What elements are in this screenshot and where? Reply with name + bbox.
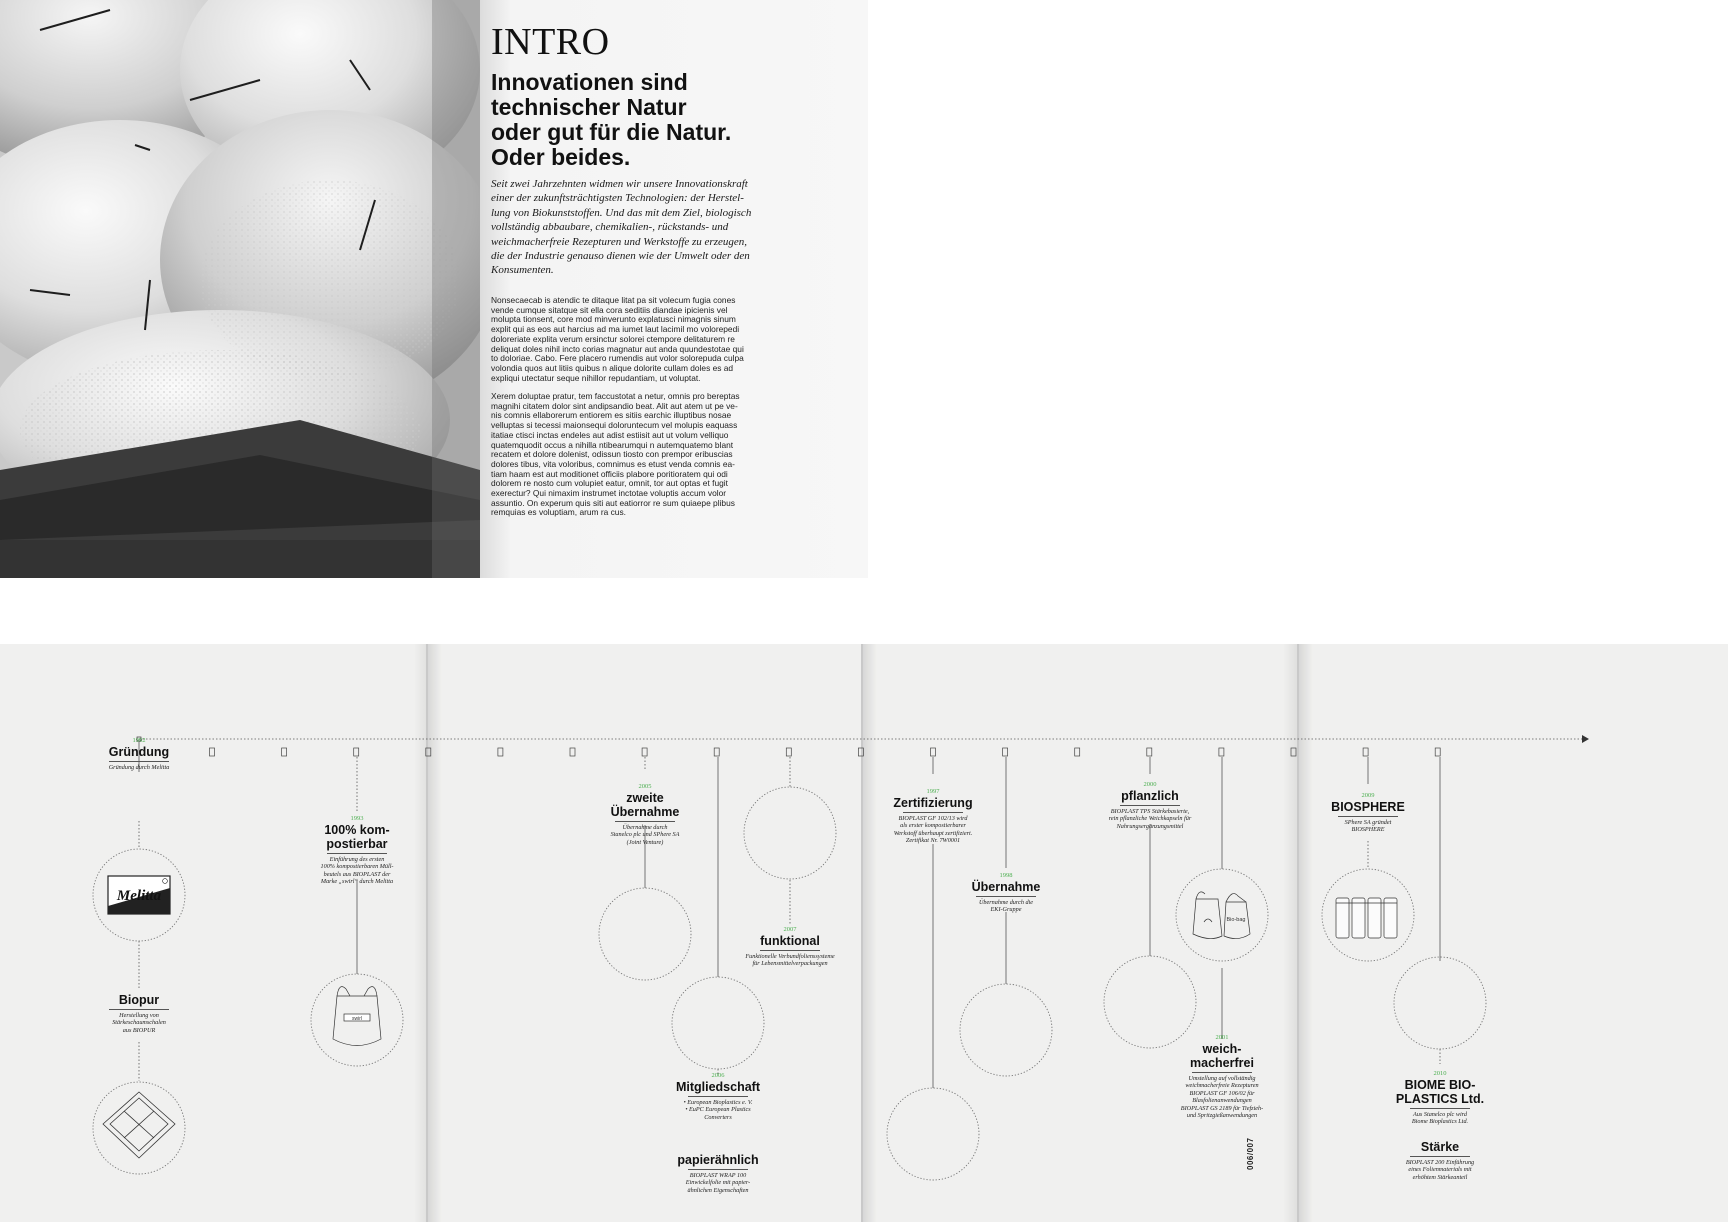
lead-line: Konsumenten. — [491, 264, 554, 277]
description-line: eines Folienmaterials mit — [1408, 1166, 1472, 1174]
entry-uebernahme — [946, 871, 1066, 914]
plastic-bags-photo — [0, 0, 480, 578]
entry-divider — [615, 821, 675, 822]
entry-papieraehnlich — [658, 1153, 778, 1194]
description-line: Aus Stanelco plc wird — [1413, 1111, 1467, 1118]
entry-label: Mitgliedschaft — [675, 1080, 761, 1094]
entry-year: 2010 — [1433, 1070, 1447, 1077]
timeline-tick — [1291, 748, 1296, 756]
intro-body-paragraph-2 — [491, 392, 791, 518]
description-line: Einwickelfolie mit papier- — [685, 1179, 751, 1187]
entry-divider — [1192, 1072, 1252, 1073]
lead-line: vollständig abbaubare, chemikalien-, rückstands- und — [491, 221, 729, 234]
timeline-ticks — [210, 748, 1441, 756]
entry-zweite-uebernahme — [585, 782, 705, 846]
entry-gruendung — [89, 736, 189, 771]
entry-label: Zertifizierung — [893, 796, 973, 810]
entry-divider — [688, 1096, 748, 1097]
empty-circle — [1394, 957, 1486, 1049]
body-line: to doloriae. Cabo. Fere placero rumendis aut volor solorepuda culpa — [491, 353, 744, 364]
body-line: quatemquodit occus a nihilla ntibearumqui n autemquatemo blant — [491, 439, 734, 450]
description-line: BIOPLAST GF 102/13 wird — [898, 815, 968, 822]
label-line: zweite — [626, 791, 664, 805]
timeline-tick — [714, 748, 719, 756]
description-line: und Spritzgießanwendungen — [1186, 1112, 1258, 1120]
entry-label — [1162, 1042, 1282, 1070]
body-line: expliqui utectatur seque nihillor repudantiam, ut voluptat. — [491, 372, 701, 383]
entry-label: Stärke — [1420, 1140, 1460, 1154]
description-line: Werkstoff überhaupt zertifiziert. — [893, 829, 973, 837]
entry-description — [1380, 1159, 1500, 1181]
entry-label: Gründung — [108, 745, 170, 759]
timeline-tick — [210, 748, 215, 756]
bio-bag-circle — [1176, 869, 1268, 961]
description-line: Funktionelle Verbundfolienssysteme — [745, 953, 835, 960]
entry-description — [946, 899, 1066, 914]
body-line: dolores tibus, vita voloribus, comnimus es etust venda comnis ea- — [491, 458, 735, 469]
description-line: Einführung des ersten — [329, 856, 385, 863]
description-line: Umstellung auf vollständig — [1188, 1075, 1256, 1082]
timeline-tick — [498, 748, 503, 756]
lead-line: die der Industrie genauso dienen wie der Umwelt oder den — [491, 250, 750, 263]
bio-bag-icon — [1193, 892, 1250, 939]
timeline-tick — [1363, 748, 1368, 756]
entry-description — [1308, 819, 1428, 834]
body-line: explit qui as eos aut harcius ad ma iumet laut lacimil mo volorepedi — [491, 324, 740, 335]
intro-spread — [0, 0, 868, 578]
empty-circle — [960, 984, 1052, 1076]
timeline-spread — [0, 644, 1728, 1222]
timeline-tick — [1075, 748, 1080, 756]
body-line: remquias es voluptiam, arum ra cus. — [491, 507, 626, 518]
label-line: macherfrei — [1190, 1056, 1254, 1070]
entry-label: funktional — [760, 934, 820, 948]
entry-divider — [903, 812, 963, 813]
entry-description: Gründung durch Melitta — [108, 764, 170, 771]
description-line: BIOPLAST WRAP 100 — [689, 1172, 747, 1179]
body-line: molupta tionsent, core mod minverunto explatusci nimagnis sinum — [491, 314, 736, 325]
body-line: recatem et dolore dolenist, odissun tiosto con prempor eribuscias — [491, 449, 733, 460]
entry-mitgliedschaft — [658, 1071, 778, 1121]
entry-year: 2000 — [1143, 781, 1157, 788]
description-line: BIOPLAST GF 106/02 für — [1189, 1089, 1255, 1097]
entry-kompostierbar — [297, 814, 417, 886]
description-line: Stärkeschaumschalen — [112, 1019, 166, 1027]
entry-label — [585, 791, 705, 819]
timeline-tick — [426, 748, 431, 756]
description-line: SPhere SA gründet — [1344, 819, 1392, 826]
entry-label: BIOSPHERE — [1331, 800, 1405, 814]
entry-zertifizierung — [873, 787, 993, 845]
entry-year: 2005 — [638, 783, 652, 790]
bio-bag-text: Bio-bag — [1226, 917, 1246, 923]
description-line: Übernahme durch — [622, 824, 668, 831]
entry-divider — [109, 761, 169, 762]
entry-year: 1992 — [132, 737, 146, 744]
headline-line: Innovationen sind — [491, 69, 688, 95]
melitta-logo-icon — [108, 876, 170, 914]
body-line: deliquat doles nihil incto corias magnatur aut anda quundestotae qui — [491, 343, 744, 354]
entry-divider — [1120, 805, 1180, 806]
foam-tray-icon — [103, 1092, 175, 1158]
entry-divider — [327, 853, 387, 854]
lead-line: weichmacherfreie Rezepturen und Werkstoffe zu erzeugen, — [491, 235, 747, 248]
timeline-tick — [1219, 748, 1224, 756]
body-line: magnihi citatem dolor sint andipsandio beat. Alit aut atem ut pe ve- — [491, 400, 738, 411]
body-line: itatiae ctisci inctas endeles aut adist estiisit aut ut volum velliquo — [491, 429, 729, 440]
entry-description — [658, 1099, 778, 1121]
entry-divider — [976, 896, 1036, 897]
label-line: BIOME BIO- — [1404, 1078, 1476, 1092]
intro-lead-paragraph — [491, 177, 781, 278]
carrier-bag-icon — [333, 987, 381, 1046]
timeline-tick — [1435, 748, 1440, 756]
empty-circle — [672, 977, 764, 1069]
entry-divider — [1410, 1156, 1470, 1157]
body-line: vende cumque sitatque sit ella cora seditiis diandae ipicienis vel — [491, 304, 728, 315]
timeline-tick — [931, 748, 936, 756]
timeline-tick — [1147, 748, 1152, 756]
description-line: Übernahme durch die — [978, 899, 1034, 906]
entry-year: 1993 — [350, 815, 364, 822]
lead-line: Seit zwei Jahrzehnten widmen wir unsere Innovationskraft — [491, 178, 748, 190]
description-line: Blasfolienanwendungen — [1192, 1097, 1252, 1105]
timeline-graphic — [0, 644, 1728, 1222]
description-line: Converters — [704, 1113, 732, 1121]
intro-headline — [491, 70, 791, 170]
timeline-tick — [786, 748, 791, 756]
timeline-tick — [282, 748, 287, 756]
timeline-tick — [642, 748, 647, 756]
description-line: Zertifikat Nr. 7W0001 — [905, 837, 961, 845]
lead-line: einer der zukunftsträchtigsten Technologien: der Herstel- — [491, 192, 744, 205]
description-line: Biome Bioplastics Ltd. — [1411, 1118, 1469, 1126]
body-line: velluptas si tecessi maionsequi doloruntecum vel molupis eaquass — [491, 420, 738, 431]
entry-description — [1090, 808, 1210, 830]
description-line: EKI-Gruppe — [990, 906, 1022, 914]
entry-label: pflanzlich — [1121, 789, 1179, 803]
intro-title: INTRO — [491, 21, 610, 63]
entry-year: 2009 — [1361, 792, 1375, 799]
headline-line: technischer Natur — [491, 94, 687, 120]
empty-circle — [744, 787, 836, 879]
entry-staerke — [1380, 1140, 1500, 1181]
body-line: Xerem doluptae pratur, tem faccustotat a netur, omnis pro bereptas — [491, 391, 740, 401]
entry-description — [585, 824, 705, 846]
description-line: für Lebensmittelverpackungen — [752, 960, 828, 968]
body-line: dolorem re nosto cum volupiet eatur, omnit, tor aut optas et fugit — [491, 478, 728, 489]
description-line: als erster kompostierbarer — [900, 822, 966, 830]
body-line: tiam haam est aut moditionet officiis plabore poritioratem qui odi — [491, 468, 728, 479]
description-line: Stanelco plc und SPhere SA — [610, 831, 680, 839]
description-line: beutels aus BIOPLAST der — [323, 870, 391, 878]
entry-year: 2007 — [783, 926, 797, 933]
description-line: Herstellung von — [119, 1012, 159, 1019]
entry-description — [1162, 1075, 1282, 1119]
melitta-logo-text: Melitta — [116, 888, 162, 904]
entry-pflanzlich — [1090, 780, 1210, 830]
headline-line: Oder beides. — [491, 144, 631, 170]
entry-description — [89, 1012, 189, 1034]
label-line: PLASTICS Ltd. — [1395, 1092, 1485, 1106]
body-line: Nonsecaecab is atendic te ditaque litat pa sit volecum fugia cones — [491, 295, 736, 305]
entry-description — [297, 856, 417, 886]
body-line: nis comnis ellaborerum entiorem es sitiis earchic illuptibus nosae — [491, 410, 732, 421]
description-line: erhöhtem Stärkeanteil — [1412, 1173, 1468, 1181]
page-number: 006/007 — [1246, 1137, 1255, 1170]
intro-body-paragraph-1 — [491, 296, 791, 383]
body-line: exerectur? Qui nimaxim instrumet inctotae voluptis accum volor — [491, 488, 727, 499]
description-line: BIOPLAST GS 2189 für Tiefzieh- — [1180, 1104, 1264, 1112]
description-line: ähnlichen Eigenschaften — [687, 1186, 749, 1194]
timeline-tick — [354, 748, 359, 756]
description-line: • European Bioplastics e. V. — [683, 1099, 753, 1106]
lead-line: lung von Biokunststoffen. Und das mit dem Ziel, biologisch — [491, 206, 752, 219]
entry-year: 1998 — [999, 872, 1013, 879]
entry-description — [730, 953, 850, 968]
cans-icon — [1336, 898, 1397, 938]
entry-funktional — [730, 925, 850, 968]
entry-label: Übernahme — [971, 880, 1041, 894]
description-line: (Joint Venture) — [626, 838, 664, 846]
description-line: BIOSPHERE — [1351, 826, 1385, 834]
label-line: Übernahme — [610, 805, 680, 819]
entry-divider — [109, 1009, 169, 1010]
description-line: Marke „swirl“ durch Melitta — [320, 878, 394, 886]
description-line: weichmacherfreie Rezepturen — [1185, 1082, 1259, 1090]
timeline-tick — [1003, 748, 1008, 756]
entry-divider — [760, 950, 820, 951]
description-line: aus BIOPUR — [122, 1026, 156, 1034]
description-line: 100% kompostierbaren Müll- — [320, 863, 394, 871]
empty-circle — [599, 888, 691, 980]
entry-description — [658, 1172, 778, 1194]
entry-label — [297, 823, 417, 851]
entry-description — [873, 815, 993, 845]
description-line: BIOPLAST TPS Stärkebasierte, — [1110, 808, 1190, 815]
entry-description — [1380, 1111, 1500, 1126]
entry-biosphere — [1308, 791, 1428, 834]
entry-label: papierähnlich — [677, 1153, 759, 1167]
empty-circle — [887, 1088, 979, 1180]
intro-page — [480, 0, 868, 578]
entry-divider — [688, 1169, 748, 1170]
entry-year: 1997 — [926, 788, 940, 795]
label-line: postierbar — [326, 837, 388, 851]
entry-biome — [1380, 1069, 1500, 1126]
body-line: assuntio. On experum quis siti aut eatiorror re sum quiaepe plibus — [491, 497, 735, 508]
body-line: doloreriate explita verum ersinctur solorei ctempore delitaturem re — [491, 333, 735, 344]
bags-illustration — [0, 0, 480, 578]
description-line: Nahrungsergänzungsmittel — [1116, 822, 1184, 830]
label-line: weich- — [1202, 1042, 1242, 1056]
entry-label — [1380, 1078, 1500, 1106]
entry-divider — [1410, 1108, 1470, 1109]
body-line: volondia quos aut litiis quibus n alique dolorite cullam doles es ad — [491, 362, 734, 373]
entry-divider — [1338, 816, 1398, 817]
entry-year: 2001 — [1215, 1034, 1229, 1041]
description-line: rein pflanzliche Weichkapseln für — [1108, 815, 1192, 823]
entry-label: Biopur — [118, 993, 160, 1007]
entry-weichmacherfrei — [1162, 1033, 1282, 1119]
headline-line: oder gut für die Natur. — [491, 119, 732, 145]
description-line: • EuPC European Plastics — [685, 1106, 751, 1114]
timeline-tick — [570, 748, 575, 756]
entry-year: 2006 — [711, 1072, 725, 1079]
entry-biopur — [89, 993, 189, 1034]
label-line: 100% kom- — [324, 823, 390, 837]
timeline-arrow-icon — [1582, 735, 1589, 743]
description-line: BIOPLAST 200 Einführung — [1405, 1159, 1475, 1166]
bag-print-text: swirl — [352, 1016, 362, 1022]
timeline-tick — [858, 748, 863, 756]
